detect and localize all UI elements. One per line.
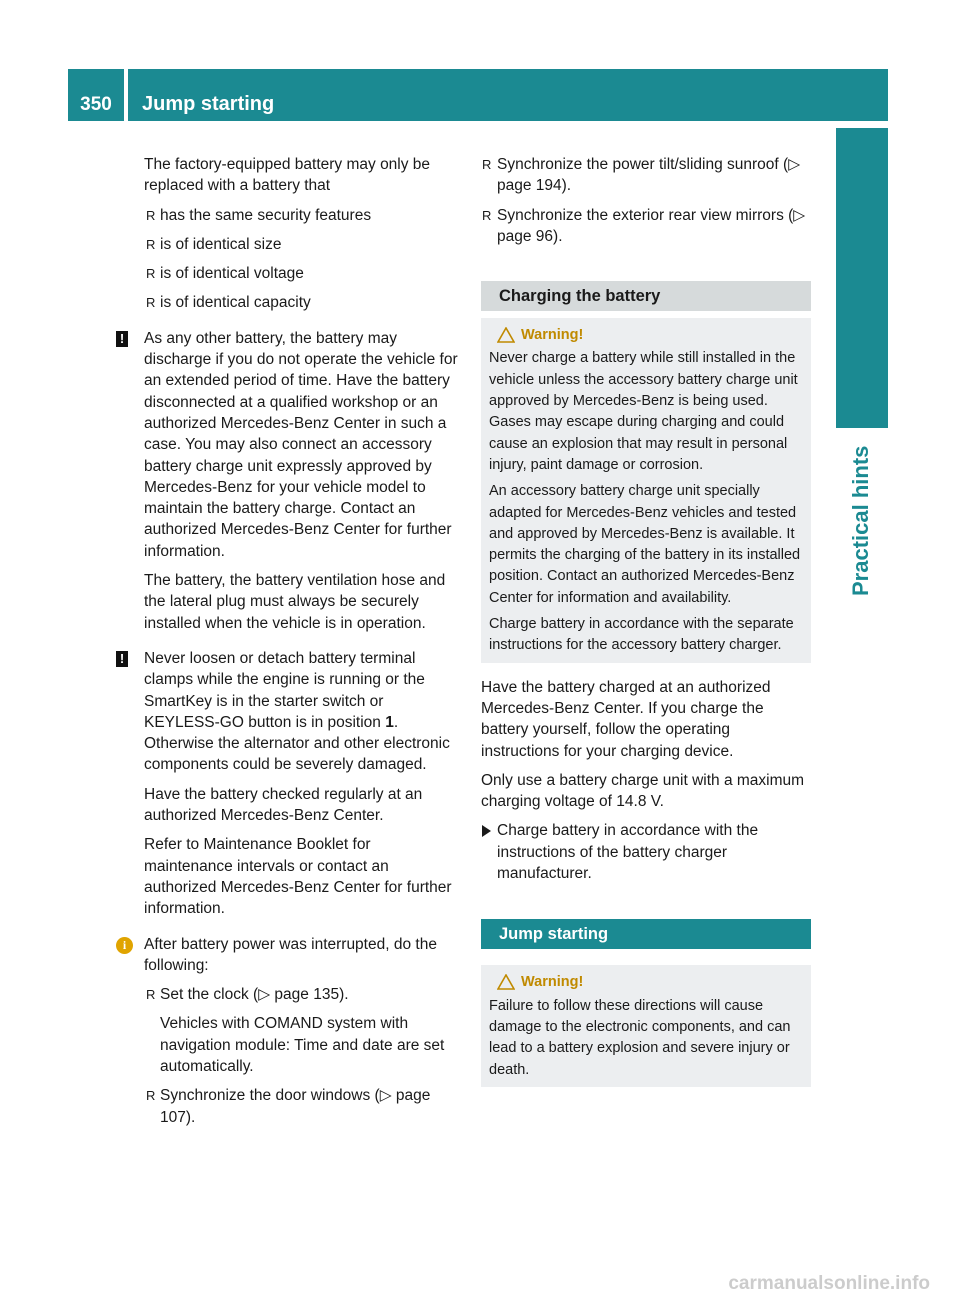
- body-paragraph: Have the battery charged at an authorized Mercedes-Benz Center. If you charge the battery yourself, follow the operating instructions for your charging device.: [481, 678, 771, 760]
- note-paragraph: After battery power was interrupted, do the following:: [144, 935, 437, 974]
- note-paragraph: Never loosen or detach battery terminal clamps while the engine is running or the SmartKey is in the starter switch or KEYLESS-GO button is in position 1. Otherwise the alternator and other electronic components could be severely damaged.: [144, 649, 450, 774]
- warning-paragraph: Failure to follow these directions will cause damage to the electronic components, and can lead to a battery explosion and severe injury or death.: [489, 997, 791, 1078]
- page-title: Jump starting: [128, 69, 888, 121]
- list-item: R is of identical capacity: [116, 292, 463, 313]
- warning-box: [481, 965, 811, 1086]
- warning-paragraph: Charge battery in accordance with the separate instructions for the accessory battery charger.: [489, 616, 794, 654]
- right-column: [481, 154, 811, 1101]
- intro-paragraph: The factory-equipped battery may only be replaced with a battery that: [144, 156, 431, 195]
- list-item: R Synchronize the door windows (▷ page 107).: [116, 1085, 463, 1128]
- list-item-detail: Vehicles with COMAND system with navigation module: Time and date are set automatically.: [160, 1015, 445, 1075]
- warning-box: [481, 318, 811, 662]
- warning-paragraph: Never charge a battery while still installed in the vehicle unless the accessory battery charge unit approved by Mercedes-Benz is being used. Gases may escape during charging and could cause an explosion that may result in personal injury, paint damage or corrosion.: [489, 350, 798, 473]
- exclamation-icon: !: [116, 651, 128, 667]
- note-paragraph: Refer to Maintenance Booklet for maintenance intervals or contact an authorized Mercedes-Benz Center for further information.: [144, 836, 452, 918]
- info-note: [116, 934, 463, 977]
- list-item: R has the same security features: [116, 205, 463, 226]
- list-item: R is of identical size: [116, 234, 463, 255]
- note-paragraph: The battery, the battery ventilation hose and the lateral plug must always be securely installed when the vehicle is in operation.: [144, 572, 446, 632]
- caution-note: [116, 648, 463, 920]
- warning-title: Warning!: [489, 972, 803, 993]
- warning-title: Warning!: [489, 325, 803, 346]
- watermark: carmanualsonline.info: [728, 1272, 930, 1294]
- info-icon: i: [116, 937, 133, 954]
- caution-note: [116, 328, 463, 634]
- warning-triangle-icon: [497, 327, 515, 343]
- section-heading: Jump starting: [481, 919, 811, 949]
- section-heading: Charging the battery: [481, 281, 811, 311]
- left-column: [116, 154, 463, 1136]
- exclamation-icon: !: [116, 331, 128, 347]
- note-paragraph: Have the battery checked regularly at an authorized Mercedes-Benz Center.: [144, 785, 423, 825]
- body-paragraph: Only use a battery charge unit with a maximum charging voltage of 14.8 V.: [481, 771, 805, 811]
- list-item: R is of identical voltage: [116, 263, 463, 284]
- warning-paragraph: An accessory battery charge unit specially adapted for Mercedes-Benz vehicles and tested and approved by Mercedes-Benz is available. It permits the charging of the battery in its installed position. Contact an authorized Mercedes-Benz Center for information and availability.: [489, 483, 801, 606]
- list-item: R Synchronize the power tilt/sliding sunroof (▷ page 194).: [481, 154, 811, 197]
- instruction-step: Charge battery in accordance with the instructions of the battery charger manufacturer.: [481, 820, 811, 884]
- list-item: R Synchronize the exterior rear view mirrors (▷ page 96).: [481, 205, 811, 248]
- sidebar-tab: [836, 128, 888, 428]
- page-number: 350: [68, 69, 124, 121]
- note-paragraph: As any other battery, the battery may discharge if you do not operate the vehicle for an extended period of time. Have the battery disconnected at a qualified workshop or an authorized Mercedes-Benz Center in such a case. You may also connect an accessory battery charge unit expressly approved by Mercedes-Benz for your vehicle model to maintain the battery charge. Contact an authorized Mercedes-Benz Center for further information.: [144, 329, 458, 560]
- warning-triangle-icon: [497, 974, 515, 990]
- list-item: R Set the clock (▷ page 135).: [116, 984, 463, 1005]
